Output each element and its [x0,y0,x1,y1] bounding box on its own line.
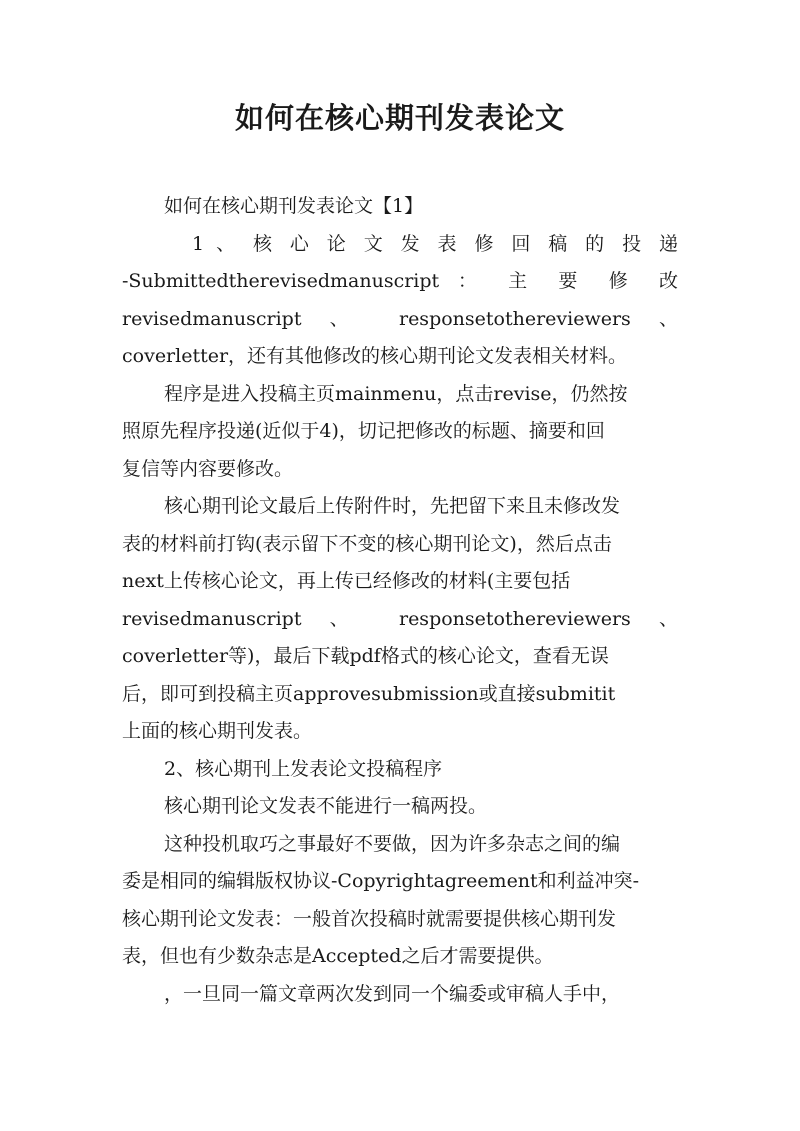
paragraph-line: 复信等内容要修改。 [122,457,294,480]
document-title: 如何在核心期刊发表论文 [234,101,565,135]
paragraph-line: 后，即可到投稿主页approvesubmission或直接submitit [122,682,616,705]
paragraph-line: 核心期刊论文发表不能进行一稿两投。 [164,795,488,817]
section-heading: 2、核心期刊上发表论文投稿程序 [164,757,443,780]
paragraph-line: 这种投机取巧之事最好不要做，因为许多杂志之间的编 [164,832,621,855]
paragraph-line: 核心期刊论文发表：一般首次投稿时就需要提供核心期刊发 [122,907,617,930]
paragraph-line: 核心期刊论文最后上传附件时，先把留下来且未修改发 [164,495,621,517]
paragraph-line: 程序是进入投稿主页mainmenu，点击revise，仍然按 [164,382,628,405]
paragraph-line: -Submittedtherevisedmanuscript ： 主 要 修 改 [122,270,678,292]
paragraph-line: 表，但也有少数杂志是Accepted之后才需要提供。 [122,945,554,967]
paragraph-line: 委是相同的编辑版权协议-Copyrightagreement和利益冲突- [122,870,640,892]
section-heading: 如何在核心期刊发表论文【1】 [164,195,424,217]
paragraph-line: 上面的核心期刊发表。 [122,720,313,742]
paragraph-line: revisedmanuscript 、 responsetothereviewers 、 [122,307,678,330]
paragraph-line: 照原先程序投递(近似于4)，切记把修改的标题、摘要和回 [122,420,605,442]
paragraph-line: coverletter等)，最后下载pdf格式的核心论文，查看无误 [122,645,609,667]
paragraph-line: ，一旦同一篇文章两次发到同一个编委或审稿人手中， [164,982,621,1005]
document-body [122,188,678,1013]
paragraph-line: next上传核心论文，再上传已经修改的材料(主要包括 [122,570,571,592]
paragraph-line: 1 、 核 心 论 文 发 表 修 回 稿 的 投 递 [192,232,678,255]
paragraph-line: 表的材料前打钩(表示留下不变的核心期刊论文)，然后点击 [122,532,612,555]
paragraph-line: coverletter，还有其他修改的核心期刊论文发表相关材料。 [122,345,628,367]
paragraph-line: revisedmanuscript 、 responsetothereviewers 、 [122,607,678,630]
